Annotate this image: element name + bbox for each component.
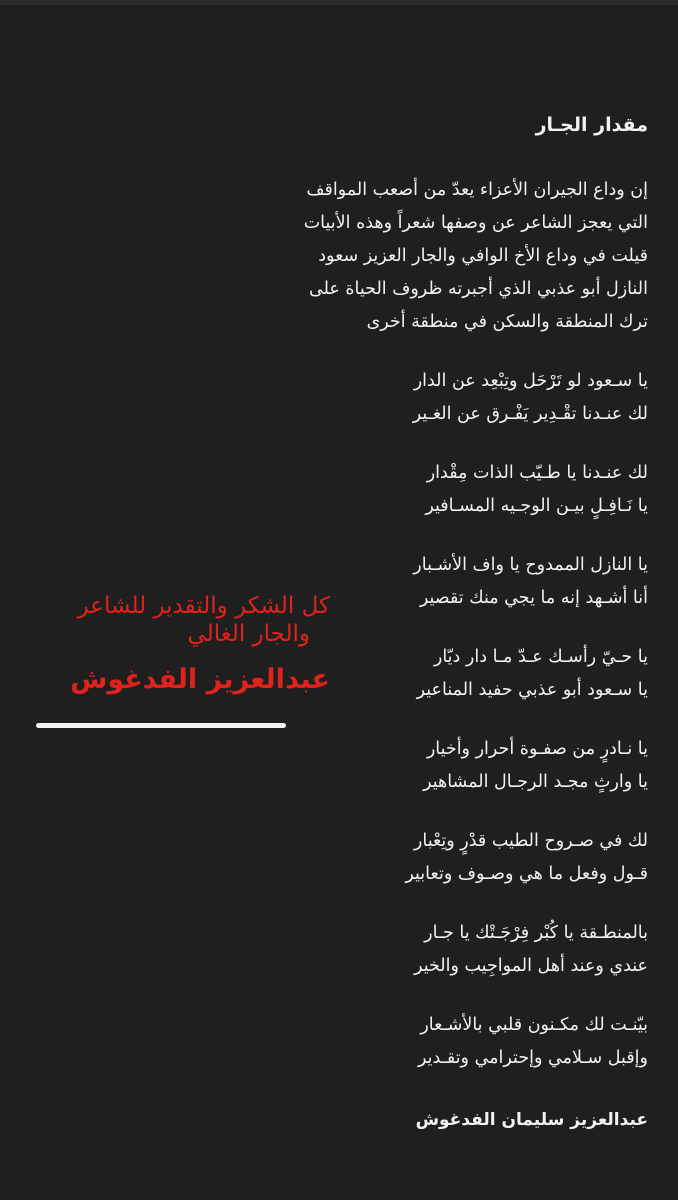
stanza xyxy=(248,917,648,983)
verse-line: عندي وعند أهل المواجِيب والخير xyxy=(414,956,648,976)
intro-line: إن وداع الجيران الأعزاء يعدّ من أصعب المواقف xyxy=(306,180,648,200)
stanza xyxy=(248,733,648,799)
stanza xyxy=(248,457,648,523)
verse-line: لك في صـروح الطيب قدْرٍ وتِعْبار xyxy=(413,831,648,851)
intro-line: النازل أبو عذبي الذي أجبرته ظروف الحياة على xyxy=(309,279,648,299)
verse-line: أنا أشـهد إنه ما يجي منك تقصير xyxy=(419,588,648,608)
thanks-overlay xyxy=(30,592,330,700)
poet-signature: عبدالعزيز سليمان الفدغوش xyxy=(415,1110,648,1130)
verse-line: يا حـيّ رأسـك عـدّ مـا دار ديّار xyxy=(433,647,648,667)
stanza xyxy=(248,825,648,891)
verse-line: بالمنطـقة يا كُبْر فِرْجَـتْك يا جـار xyxy=(424,923,648,943)
poem-title: مقدار الجـار xyxy=(535,114,648,136)
verse-line: وإقبل سـلامي وإحترامي وتقـدير xyxy=(418,1048,648,1068)
honoree-name: عبدالعزيز الفدغوش xyxy=(70,664,330,695)
verse-line: لك عنـدنا يا طـيّب الذات مِقْدار xyxy=(426,463,648,483)
intro-line: ترك المنطقة والسكن في منطقة أخرى xyxy=(366,312,648,332)
verse-line: قـول وفعل ما هي وصـوف وتعابير xyxy=(405,864,648,884)
intro-line: قيلت في وداع الأخ الوافي والجار العزيز سعود xyxy=(318,246,648,266)
stanza xyxy=(248,1009,648,1075)
stanza xyxy=(248,365,648,431)
top-status-strip xyxy=(0,0,678,5)
verse-line: لك عنـدنا تقْـدِير يَفْـرق عن الغـير xyxy=(412,404,648,424)
verse-line: يا نَـافِـلٍ بيـن الوجـيه المسـافير xyxy=(425,496,648,516)
intro-line: التي يعجز الشاعر عن وصفها شعراً وهذه الأبيات xyxy=(303,213,648,233)
verse-line: يا سـعود أبو عذبي حفيد المناعير xyxy=(416,680,648,700)
verse-line: يا وارثٍ مجـد الرجـال المشاهير xyxy=(423,772,648,792)
verse-line: يا نـادرٍ من صفـوة أحرار وأخيار xyxy=(426,739,648,759)
verse-line: بيّنـت لك مكـنون قلبي بالأشـعار xyxy=(420,1015,648,1035)
handwritten-underline xyxy=(36,723,286,728)
thanks-line: والجار الغالي xyxy=(187,621,310,647)
thanks-line: كل الشكر والتقدير للشاعر xyxy=(77,593,330,619)
intro-paragraph xyxy=(248,174,648,339)
verse-line: يا النازل الممدوح يا واف الأشـبار xyxy=(413,555,648,575)
verse-line: يا سـعود لو تَرْحَل وتِبْعِد عن الدار xyxy=(413,371,648,391)
